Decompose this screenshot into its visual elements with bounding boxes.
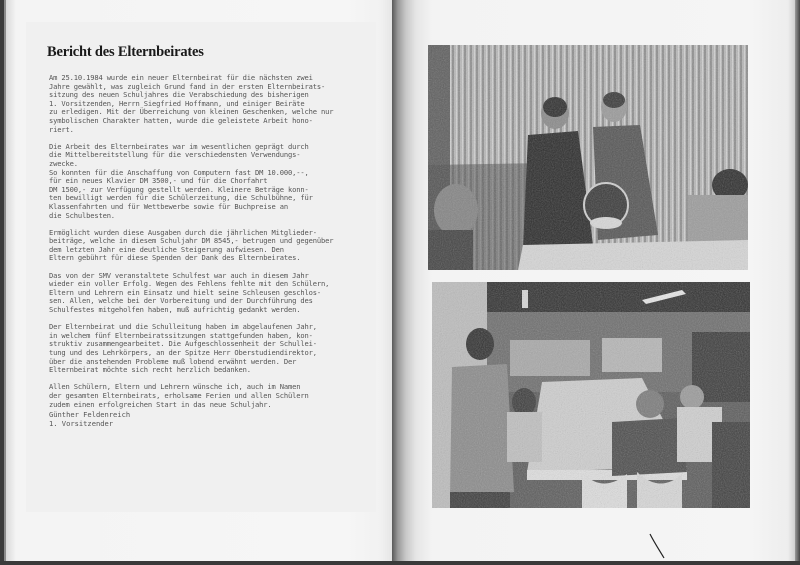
pen-stroke-mark	[648, 532, 668, 560]
book-bottom-edge	[0, 561, 800, 565]
paragraph-school-festival: Das von der SMV veranstaltete Schulfest war auch in diesem Jahr wieder ein voller Erfolg. Wegen des Fehlens fehlte mit den Schülern, Eltern und Lehrern ein Einsatz und hielt seine Schleusen geschlos- sen. Allen, welche bei der Vorbereitung und der Durchführung des Schulfestes mitgeholfen haben, muß aufrichtig gedankt werden.	[49, 270, 330, 315]
page-title: Bericht des Elternbeirates	[47, 44, 204, 60]
signature-role: 1. Vorsitzender	[49, 418, 114, 428]
signature-name: Günther Feldenreich	[49, 410, 131, 419]
paragraph-funding: Die Arbeit des Elternbeirates war im wesentlichen geprägt durch die Mittelbereitstellung für die verschiedensten Verwendungs- zwecke. So konnten für die Anschaffung von Computern fast DM 10.000,--, für ein neues Klavier DM 3500,- und für die Chorfahrt DM 1500,- zur Verfügung gestellt werden. Kleinere Beträge konn- ten bewilligt werden für die Schülerzeitung, die Schulbühne, für Klassenfahrten und für Wettbewerbe sowie für Buchpreise an die Schulbesten.	[49, 141, 313, 220]
paragraph-closing-wishes: Allen Schülern, Eltern und Lehrern wünsche ich, auch im Namen der gesamten Elternbeirats, erholsame Ferien und allen Schülern zudem einen erfolgreichen Start in das neue Schuljahr.	[49, 382, 309, 409]
report-body	[49, 74, 379, 418]
handshake-presentation-photo	[428, 45, 748, 270]
meeting-table-photo	[432, 282, 750, 508]
paragraph-donations: Ermöglicht wurden diese Ausgaben durch die jährlichen Mitglieder- beiträge, welche in diesem Schuljahr DM 8545,- betrugen und gegenüber dem letzten Jahr eine deutliche Steigerung aufwiesen. Den Eltern gebührt für diese Spenden der Dank des Elternbeirates.	[49, 227, 334, 263]
book-right-edge	[795, 0, 800, 565]
paragraph-cooperation: Der Elternbeirat und die Schulleitung haben im abgelaufenen Jahr, in welchem fünf Elternbeiratssitzungen stattgefunden haben, kon- struktiv zusammengearbeitet. Die Aufgeschlossenheit der Schullei- tung und des Lehrkörpers, an der Spitze Herr Oberstudiendirektor, über die anstehenden Probleme muß lobend erwähnt werden. Der Elternbeirat möchte sich recht herzlich bedanken.	[49, 322, 317, 375]
paragraph-election: Am 25.10.1984 wurde ein neuer Elternbeirat für die nächsten zwei Jahre gewählt, was zugleich Grund fand in der ersten Elternbeirats- sitzung des neuen Schuljahres die Verabschiedung des bisherigen 1. Vorsitzenden, Herrn Siegfried Hoffmann, und einiger Beiräte zu erledigen. Mit der Überreichung von kleinen Geschenken, welche nur symbolischen Charakter hatten, wurde die geleistete Arbeit hono- riert.	[49, 73, 334, 134]
signature-block	[49, 411, 130, 428]
